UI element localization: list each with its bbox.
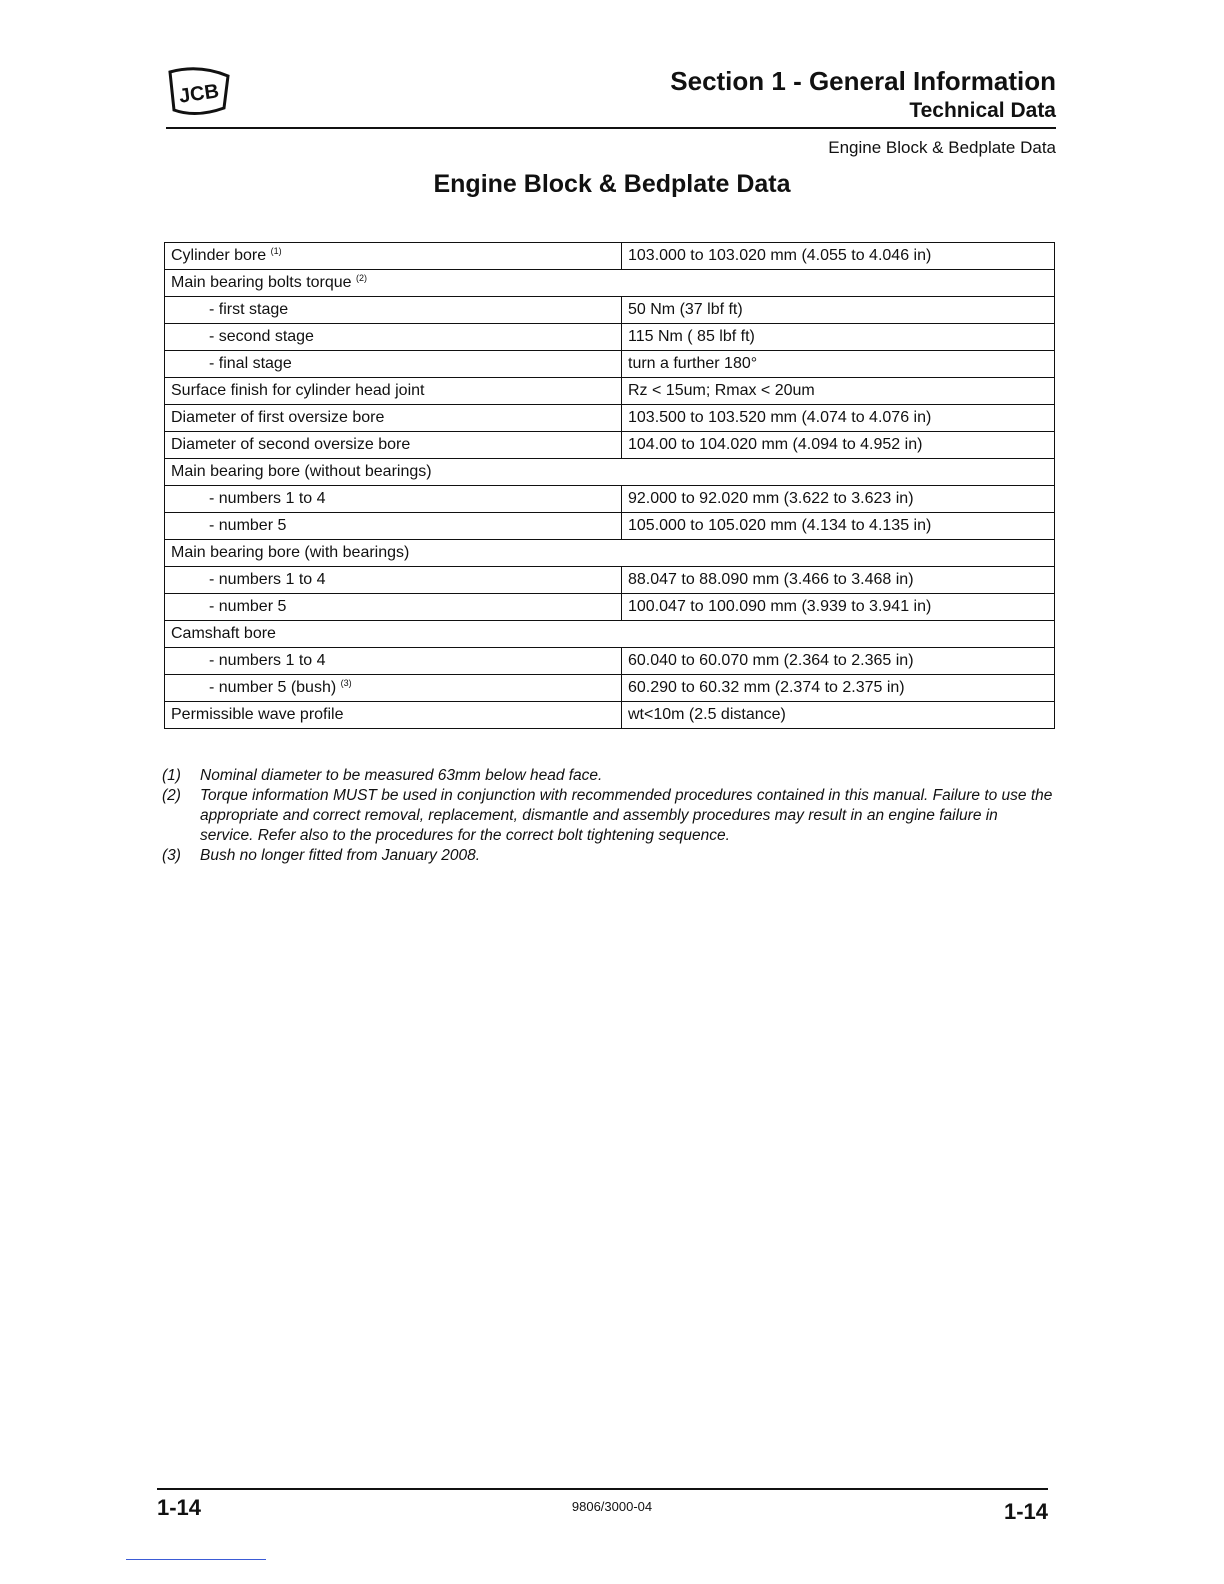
param-cell: - numbers 1 to 4 [165,567,622,594]
table-row [165,243,1055,270]
svg-text:JCB: JCB [177,80,221,108]
table-row [165,513,1055,540]
group-heading-cell: Main bearing bore (with bearings) [165,540,1055,567]
table-row [165,324,1055,351]
table-row [165,405,1055,432]
table-row [165,594,1055,621]
param-cell: - first stage [165,297,622,324]
footnote-text: Nominal diameter to be measured 63mm below head face. [200,767,603,784]
value-cell: wt<10m (2.5 distance) [622,702,1055,729]
section-title: Section 1 - General Information [670,66,1056,96]
table-row [165,675,1055,702]
header-divider [166,127,1056,129]
topic-label: Engine Block & Bedplate Data [828,138,1056,157]
footnote-number: (1) [162,767,181,784]
document-number: 9806/3000-04 [571,1499,653,1514]
value-cell: 115 Nm ( 85 lbf ft) [622,324,1055,351]
param-cell: Diameter of first oversize bore [165,405,622,432]
table-row [165,621,1055,648]
footnote [162,846,1054,866]
footnote [162,766,1054,786]
table-row [165,486,1055,513]
value-cell: 104.00 to 104.020 mm (4.094 to 4.952 in) [622,432,1055,459]
table-row [165,648,1055,675]
value-cell: 92.000 to 92.020 mm (3.622 to 3.623 in) [622,486,1055,513]
param-cell: Diameter of second oversize bore [165,432,622,459]
value-cell: 50 Nm (37 lbf ft) [622,297,1055,324]
table-row [165,567,1055,594]
param-cell: Permissible wave profile [165,702,622,729]
param-cell: - numbers 1 to 4 [165,648,622,675]
value-cell: turn a further 180° [622,351,1055,378]
subsection-title: Technical Data [909,99,1056,122]
footnote-text: Bush no longer fitted from January 2008. [200,847,481,864]
value-cell: 105.000 to 105.020 mm (4.134 to 4.135 in) [622,513,1055,540]
value-cell: Rz < 15um; Rmax < 20um [622,378,1055,405]
page-heading: Engine Block & Bedplate Data [433,170,791,198]
group-heading-cell [165,270,1055,297]
table-row [165,378,1055,405]
table-row [165,540,1055,567]
param-cell [165,675,622,702]
value-cell: 103.500 to 103.520 mm (4.074 to 4.076 in) [622,405,1055,432]
footnote-text: Torque information MUST be used in conjunction with recommended procedures contained in this manual. Failure to use the appropriate and correct removal, replacement, dismantle and assembly procedures may result in an engine failure in service. Refer also to the procedures for the correct bolt tightening sequence. [200,787,1053,844]
footnote-ref: (1) [270,246,282,256]
value-cell: 100.047 to 100.090 mm (3.939 to 3.941 in) [622,594,1055,621]
param-cell: - second stage [165,324,622,351]
table-row [165,270,1055,297]
page-number-right: 1-14 [1003,1499,1048,1524]
table-row [165,432,1055,459]
param-cell: - number 5 [165,594,622,621]
param-cell: - number 5 [165,513,622,540]
group-heading-cell: Camshaft bore [165,621,1055,648]
footnote [162,786,1054,846]
page-number-left: 1-14 [157,1495,202,1520]
jcb-logo [166,64,232,118]
engine-block-spec-table [164,242,1055,729]
value-cell: 88.047 to 88.090 mm (3.466 to 3.468 in) [622,567,1055,594]
scan-edge-mark [126,1559,266,1560]
param-label: - number 5 (bush) [209,679,337,696]
table-row [165,459,1055,486]
table-row [165,351,1055,378]
param-cell: - final stage [165,351,622,378]
value-cell: 60.040 to 60.070 mm (2.364 to 2.365 in) [622,648,1055,675]
value-cell: 60.290 to 60.32 mm (2.374 to 2.375 in) [622,675,1055,702]
footer-divider [157,1488,1048,1490]
table-row [165,702,1055,729]
footnote-ref: (2) [356,273,368,283]
value-cell: 103.000 to 103.020 mm (4.055 to 4.046 in) [622,243,1055,270]
footnote-ref: (3) [340,678,352,688]
footnote-number: (2) [162,787,181,804]
footnotes [162,766,1054,866]
param-cell: - numbers 1 to 4 [165,486,622,513]
param-cell [165,243,622,270]
param-label: Main bearing bolts torque [171,274,352,291]
table-row [165,297,1055,324]
footnote-number: (3) [162,847,181,864]
group-heading-cell: Main bearing bore (without bearings) [165,459,1055,486]
param-label: Cylinder bore [171,247,267,264]
param-cell: Surface finish for cylinder head joint [165,378,622,405]
